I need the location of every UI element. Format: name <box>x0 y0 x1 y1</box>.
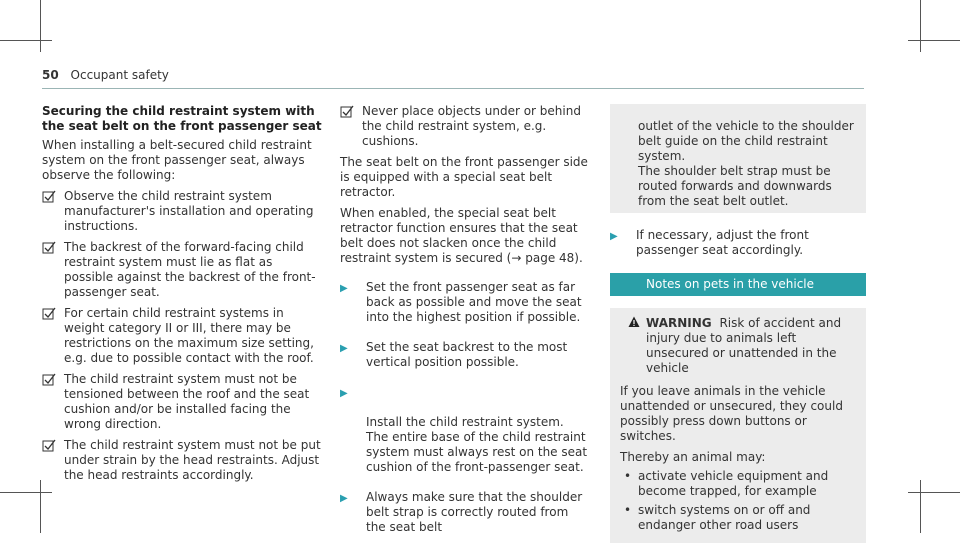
warning-box <box>610 308 866 543</box>
crop-mark <box>0 40 52 41</box>
step-text: Install the child restraint system. The entire base of the child restraint system must always rest on the seat cushion of the front-passenger seat. <box>366 415 588 474</box>
column-1 <box>42 104 322 489</box>
checkbox-icon <box>42 190 56 204</box>
crop-mark <box>40 0 41 52</box>
crop-mark <box>920 480 921 533</box>
step-text: Always make sure that the shoulder belt strap is correctly routed from the seat belt <box>366 490 583 534</box>
crop-mark <box>920 0 921 52</box>
column-3 <box>610 104 866 543</box>
checklist-item <box>42 372 322 432</box>
step-arrow-icon: ▶ <box>610 231 618 242</box>
warning-title: Risk of accident and injury due to animals left unsecured or unattended in the vehicle <box>646 316 842 375</box>
instruction-step <box>340 385 590 475</box>
checklist-item <box>42 189 322 234</box>
page-header <box>42 68 169 82</box>
step-text: Set the seat backrest to the most vertical position possible. <box>366 340 568 369</box>
section-heading: Securing the child restraint system with the seat belt on the front passenger seat <box>42 104 322 133</box>
crop-mark <box>40 480 41 533</box>
crop-mark <box>908 40 960 41</box>
step-arrow-icon: ▶ <box>340 493 348 504</box>
checklist-item <box>340 104 590 149</box>
instruction-step <box>340 490 590 535</box>
checklist-text: For certain child restraint systems in weight category II or III, there may be restrictions on the maximum size setting, e.g. due to possible contact with the roof. <box>64 306 314 365</box>
checklist-item <box>42 240 322 300</box>
checklist-text: Observe the child restraint system manufacturer's installation and operating instructions. <box>64 189 314 233</box>
page-number: 50 <box>42 68 59 82</box>
step-arrow-icon: ▶ <box>340 343 348 354</box>
checkbox-icon <box>42 439 56 453</box>
column-2 <box>340 104 590 550</box>
step-arrow-icon: ▶ <box>340 388 348 399</box>
warning-body: If you leave animals in the vehicle unattended or unsecured, they could possibly press down buttons or switches. <box>620 384 843 443</box>
warning-lead: Thereby an animal may: <box>620 450 766 464</box>
step-text: Set the front passenger seat as far back as possible and move the seat into the highest position if possible. <box>366 280 582 324</box>
step-arrow-icon: ▶ <box>340 283 348 294</box>
section-title: Occupant safety <box>70 68 169 82</box>
warning-heading <box>620 316 856 376</box>
crop-mark <box>908 492 960 493</box>
warning-bullet: • activate vehicle equipment and become trapped, for example <box>620 469 856 499</box>
checkbox-icon <box>340 105 354 119</box>
checkbox-icon <box>42 373 56 387</box>
crop-mark <box>0 492 52 493</box>
continued-step-box <box>610 104 866 213</box>
warning-bullet: • switch systems on or off and endanger other road users <box>620 503 856 533</box>
checklist-item <box>42 438 322 483</box>
step-text: If necessary, adjust the front passenger seat accordingly. <box>636 228 809 257</box>
instruction-step <box>610 228 866 258</box>
checkbox-icon <box>42 241 56 255</box>
warning-triangle-icon <box>628 316 640 328</box>
checklist-text: The child restraint system must not be put under strain by the head restraints. Adjust the head restraints accordingly. <box>64 438 321 482</box>
intro-text: When installing a belt-secured child restraint system on the front passenger seat, always observe the following: <box>42 138 312 182</box>
instruction-step-continued <box>638 104 856 209</box>
checkbox-icon <box>42 307 56 321</box>
paragraph: The seat belt on the front passenger side is equipped with a special seat belt retractor. <box>340 155 588 199</box>
warning-label: WARNING <box>646 316 712 330</box>
checklist-text: Never place objects under or behind the child restraint system, e.g. cushions. <box>362 104 581 148</box>
checklist-item <box>42 306 322 366</box>
instruction-step <box>340 280 590 325</box>
checklist-text: The backrest of the forward-facing child restraint system must lie as flat as possible against the backrest of the front-passenger seat. <box>64 240 316 299</box>
header-divider <box>42 88 864 89</box>
step-text: outlet of the vehicle to the shoulder belt guide on the child restraint system. The shoulder belt strap must be routed forwards and downwards from the seat belt outlet. <box>638 119 854 208</box>
paragraph: When enabled, the special seat belt retractor function ensures that the seat belt does not slacken once the child restraint system is secured (→ page 48). <box>340 206 583 265</box>
instruction-step <box>340 340 590 370</box>
notes-section-header: Notes on pets in the vehicle <box>610 273 866 296</box>
checklist-text: The child restraint system must not be tensioned between the roof and the seat cushion and/or be installed facing the wrong direction. <box>64 372 310 431</box>
